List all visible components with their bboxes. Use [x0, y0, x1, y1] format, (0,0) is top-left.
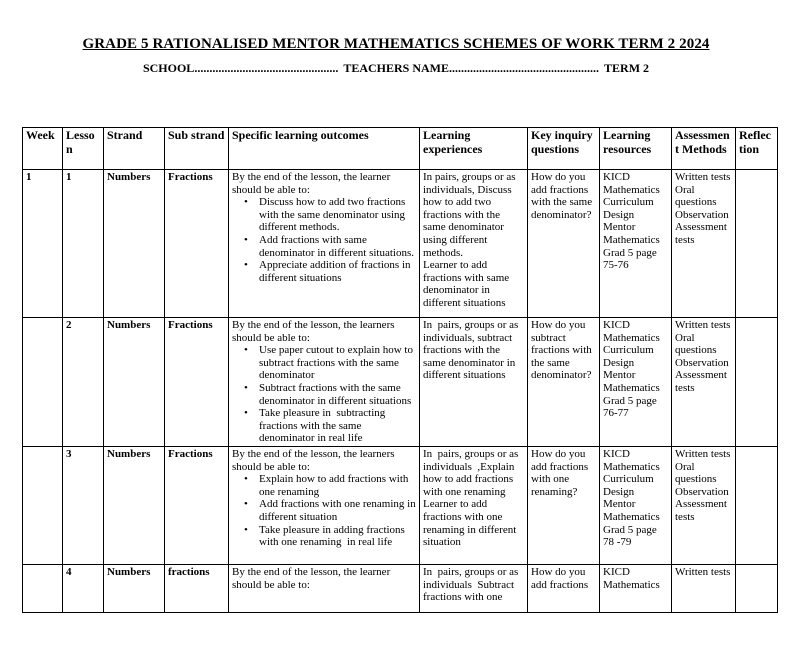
outcomes-intro: By the end of the lesson, the learners should be able to: [232, 447, 398, 473]
outcomes-intro: By the end of the lesson, the learner should be able to: [232, 565, 393, 591]
cell-lesson: 3 [63, 446, 104, 564]
cell-outcomes [229, 318, 420, 447]
table-row-lesson-3 [23, 446, 778, 564]
school-dotted-line: ................................................ [194, 61, 339, 75]
outcome-bullet: • Discuss how to add two fractions with the same denominator using different methods. [244, 196, 409, 234]
cell-resources: KICD Mathematics Curriculum Design Mentor Mathematics Grad 5 page 78 -79 [600, 446, 672, 564]
col-header-outcomes: Specific learning outcomes [229, 128, 420, 170]
cell-week: 1 [23, 170, 63, 318]
cell-reflection [736, 170, 778, 318]
col-header-assessment: Assessment Methods [672, 128, 736, 170]
cell-assessment [672, 318, 736, 447]
outcomes-intro: By the end of the lesson, the learners should be able to: [232, 319, 398, 344]
cell-strand: Numbers [104, 564, 165, 612]
cell-reflection [736, 446, 778, 564]
cell-lesson: 2 [63, 318, 104, 447]
cell-resources: KICD Mathematics Curriculum Design Mentor Mathematics Grad 5 page 76-77 [600, 318, 672, 447]
cell-experiences [420, 318, 528, 447]
cell-sub-strand: Fractions [165, 170, 229, 318]
assessment-item: Written tests [675, 565, 731, 578]
cell-resources: KICD Mathematics Curriculum Design Mentor Mathematics Grad 5 page 75-76 [600, 170, 672, 318]
cell-week [23, 564, 63, 612]
outcome-bullet: • Use paper cutout to explain how to subtract fractions with the same denominator [244, 344, 416, 382]
cell-resources: KICD Mathematics [600, 564, 672, 612]
col-header-key-inquiry: Key inquiry questions [528, 128, 600, 170]
cell-key-inquiry: How do you add fractions with the same denominator? [528, 170, 600, 318]
cell-outcomes [229, 170, 420, 318]
col-header-experiences: Learning experiences [420, 128, 528, 170]
bullet-icon: • [244, 259, 248, 272]
term-label: TERM 2 [604, 61, 650, 75]
school-label: SCHOOL [142, 61, 195, 75]
cell-outcomes [229, 446, 420, 564]
cell-assessment [672, 564, 736, 612]
table-row-lesson-1 [23, 170, 778, 318]
assessment-item: Assessment tests [675, 369, 730, 394]
cell-outcomes [229, 564, 420, 612]
cell-strand: Numbers [104, 446, 165, 564]
table-row-lesson-2 [23, 318, 778, 447]
experience-paragraph: In pairs, groups or as individuals Subtract fractions with one [423, 565, 522, 604]
cell-experiences [420, 446, 528, 564]
cell-week [23, 318, 63, 447]
cell-key-inquiry: How do you subtract fractions with the same denominator? [528, 318, 600, 447]
cell-sub-strand: Fractions [165, 446, 229, 564]
table-row-lesson-4 [23, 564, 778, 612]
assessment-item: Written tests [675, 447, 731, 460]
col-header-reflection: Reflection [736, 128, 778, 170]
bullet-icon: • [244, 381, 248, 394]
cell-strand: Numbers [104, 170, 165, 318]
outcome-bullet: • Add fractions with one renaming in different situation [244, 498, 419, 523]
outcome-bullet: • Add fractions with same denominator in different situations. [244, 233, 414, 259]
col-header-week: Week [23, 128, 63, 170]
experience-paragraph: In pairs, groups or as individuals ,Explain how to add fractions with one renaming [423, 447, 522, 498]
bullet-icon: • [244, 498, 248, 511]
experience-paragraph: Learner to add fractions with one renaming in different situation [423, 498, 520, 549]
bullet-icon: • [244, 523, 248, 536]
cell-reflection [736, 564, 778, 612]
cell-experiences [420, 564, 528, 612]
bullet-icon: • [244, 196, 248, 209]
cell-assessment [672, 446, 736, 564]
cell-key-inquiry: How do you add fractions with one renaming? [528, 446, 600, 564]
cell-week [23, 446, 63, 564]
assessment-item: Written tests [675, 319, 731, 331]
col-header-lesson: Lesson [63, 128, 104, 170]
assessment-item: Assessment tests [675, 498, 730, 523]
assessment-item: Assessment tests [675, 221, 730, 246]
assessment-item: Oral questions [675, 183, 717, 209]
cell-key-inquiry: How do you add fractions [528, 564, 600, 612]
assessment-item: Oral questions [675, 331, 717, 357]
experience-paragraph: In pairs, groups or as individuals, Discuss how to add two fractions with the same denominator using different methods. [423, 171, 519, 259]
teachers-name-label: TEACHERS NAME [343, 61, 450, 75]
cell-lesson: 4 [63, 564, 104, 612]
table-header-row [23, 128, 778, 170]
bullet-icon: • [244, 407, 248, 420]
outcome-bullet: • Take pleasure in subtracting fractions with the same denominator in real life [244, 407, 389, 445]
bullet-icon: • [244, 344, 248, 357]
cell-reflection [736, 318, 778, 447]
teachers-dotted-line: .................................................. [449, 61, 600, 75]
assessment-item: Oral questions [675, 460, 717, 486]
bullet-icon: • [244, 473, 248, 486]
col-header-strand: Strand [104, 128, 165, 170]
experience-paragraph: In pairs, groups or as individuals, subtract fractions with the same denominator in different situations [423, 319, 522, 382]
cell-strand: Numbers [104, 318, 165, 447]
cell-sub-strand: fractions [165, 564, 229, 612]
assessment-item: Written tests [675, 171, 731, 183]
experience-paragraph: Learner to add fractions with same denominator in different situations [423, 259, 512, 309]
col-header-sub-strand: Sub strand [165, 128, 229, 170]
cell-experiences [420, 170, 528, 318]
assessment-item: Observation [675, 208, 729, 221]
cell-lesson: 1 [63, 170, 104, 318]
outcome-bullet: • Explain how to add fractions with one renaming [244, 473, 412, 498]
assessment-item: Observation [675, 356, 729, 369]
col-header-resources: Learning resources [600, 128, 672, 170]
schemes-of-work-table [22, 127, 778, 613]
cell-assessment [672, 170, 736, 318]
outcome-bullet: • Subtract fractions with the same denominator in different situations [244, 381, 412, 407]
page-title: GRADE 5 RATIONALISED MENTOR MATHEMATICS SCHEMES OF WORK TERM 2 2024 [82, 36, 710, 52]
school-teacher-term-line [0, 61, 792, 76]
outcomes-intro: By the end of the lesson, the learner should be able to: [232, 171, 393, 196]
outcome-bullet: • Take pleasure in adding fractions with one renaming in real life [244, 523, 408, 549]
outcome-bullet: • Appreciate addition of fractions in different situations [244, 259, 414, 284]
document-page [0, 36, 792, 604]
cell-sub-strand: Fractions [165, 318, 229, 447]
assessment-item: Observation [675, 485, 729, 498]
bullet-icon: • [244, 233, 248, 246]
